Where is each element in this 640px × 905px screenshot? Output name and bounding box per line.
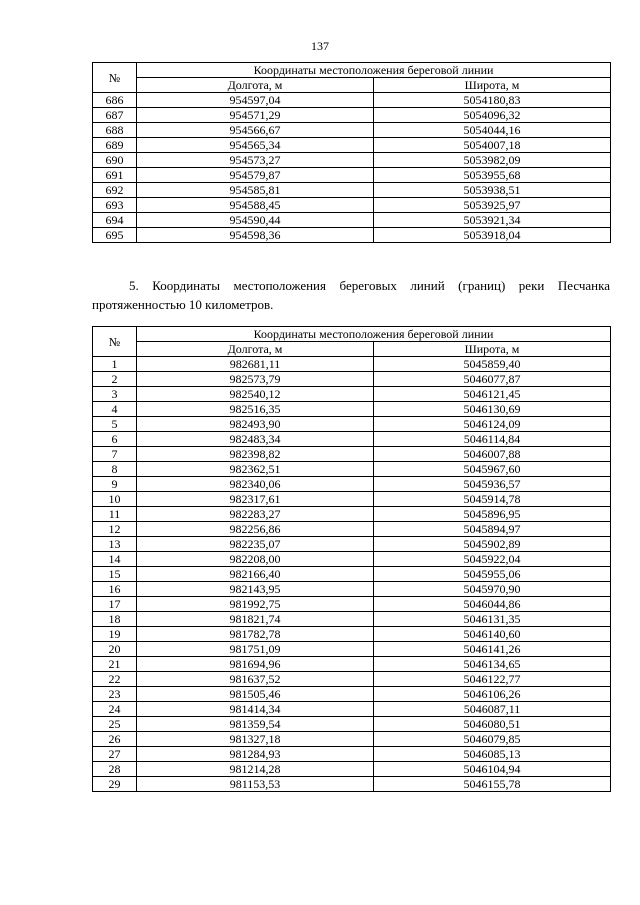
coordinates-title-header: Координаты местоположения береговой линии: [137, 327, 611, 342]
longitude-column-header: Долгота, м: [137, 342, 374, 357]
longitude-cell: 982516,35: [137, 402, 374, 417]
number-column-header: №: [93, 63, 137, 93]
row-number-cell: 6: [93, 432, 137, 447]
table-row: [93, 447, 611, 462]
longitude-cell: 982143,95: [137, 582, 374, 597]
latitude-cell: 5045859,40: [374, 357, 611, 372]
longitude-cell: 982340,06: [137, 477, 374, 492]
row-number-cell: 12: [93, 522, 137, 537]
latitude-cell: 5045902,89: [374, 537, 611, 552]
row-number-cell: 689: [93, 138, 137, 153]
table-row: [93, 777, 611, 792]
longitude-cell: 954565,34: [137, 138, 374, 153]
longitude-cell: 981414,34: [137, 702, 374, 717]
latitude-cell: 5045967,60: [374, 462, 611, 477]
row-number-cell: 20: [93, 642, 137, 657]
coordinates-table-1: [92, 62, 611, 243]
section-heading: 5. Координаты местоположения береговых линий (границ) реки Песчанка протяженностью 10 километров.: [92, 278, 610, 312]
table-row: [93, 462, 611, 477]
row-number-cell: 13: [93, 537, 137, 552]
table-row: [93, 627, 611, 642]
table-row: [93, 417, 611, 432]
latitude-column-header: Широта, м: [374, 342, 611, 357]
longitude-column-header: Долгота, м: [137, 78, 374, 93]
longitude-cell: 982166,40: [137, 567, 374, 582]
table-row: [93, 552, 611, 567]
longitude-cell: 981694,96: [137, 657, 374, 672]
table-row: [93, 567, 611, 582]
table-row: [93, 357, 611, 372]
table-row: [93, 492, 611, 507]
longitude-cell: 954571,29: [137, 108, 374, 123]
latitude-cell: 5054007,18: [374, 138, 611, 153]
row-number-cell: 29: [93, 777, 137, 792]
longitude-cell: 982681,11: [137, 357, 374, 372]
table-row: [93, 702, 611, 717]
latitude-cell: 5045896,95: [374, 507, 611, 522]
latitude-cell: 5045922,04: [374, 552, 611, 567]
longitude-cell: 981821,74: [137, 612, 374, 627]
longitude-cell: 982398,82: [137, 447, 374, 462]
row-number-cell: 16: [93, 582, 137, 597]
latitude-cell: 5054044,16: [374, 123, 611, 138]
latitude-cell: 5045894,97: [374, 522, 611, 537]
latitude-cell: 5045970,90: [374, 582, 611, 597]
row-number-cell: 11: [93, 507, 137, 522]
page-number: 137: [311, 39, 329, 53]
table-row: [93, 402, 611, 417]
latitude-cell: 5046121,45: [374, 387, 611, 402]
latitude-cell: 5046044,86: [374, 597, 611, 612]
row-number-cell: 19: [93, 627, 137, 642]
row-number-cell: 693: [93, 198, 137, 213]
longitude-cell: 981637,52: [137, 672, 374, 687]
row-number-cell: 690: [93, 153, 137, 168]
row-number-cell: 694: [93, 213, 137, 228]
table-row: [93, 537, 611, 552]
longitude-cell: 982362,51: [137, 462, 374, 477]
latitude-cell: 5046104,94: [374, 762, 611, 777]
table-row: [93, 687, 611, 702]
latitude-cell: 5046007,88: [374, 447, 611, 462]
table-row: [93, 432, 611, 447]
table-row: [93, 717, 611, 732]
latitude-cell: 5046080,51: [374, 717, 611, 732]
latitude-column-header: Широта, м: [374, 78, 611, 93]
row-number-cell: 27: [93, 747, 137, 762]
row-number-cell: 3: [93, 387, 137, 402]
latitude-cell: 5053918,04: [374, 228, 611, 243]
longitude-cell: 981782,78: [137, 627, 374, 642]
row-number-cell: 8: [93, 462, 137, 477]
longitude-cell: 954598,36: [137, 228, 374, 243]
table-row: [93, 642, 611, 657]
longitude-cell: 954585,81: [137, 183, 374, 198]
latitude-cell: 5046079,85: [374, 732, 611, 747]
row-number-cell: 695: [93, 228, 137, 243]
row-number-cell: 21: [93, 657, 137, 672]
row-number-cell: 25: [93, 717, 137, 732]
row-number-cell: 4: [93, 402, 137, 417]
longitude-cell: 982483,34: [137, 432, 374, 447]
latitude-cell: 5053955,68: [374, 168, 611, 183]
longitude-cell: 982235,07: [137, 537, 374, 552]
row-number-cell: 692: [93, 183, 137, 198]
row-number-cell: 22: [93, 672, 137, 687]
coordinates-table-2: [92, 326, 611, 792]
latitude-cell: 5046140,60: [374, 627, 611, 642]
longitude-cell: 982256,86: [137, 522, 374, 537]
longitude-cell: 954573,27: [137, 153, 374, 168]
latitude-cell: 5046085,13: [374, 747, 611, 762]
row-number-cell: 26: [93, 732, 137, 747]
table-row: [93, 657, 611, 672]
latitude-cell: 5046087,11: [374, 702, 611, 717]
longitude-cell: 981751,09: [137, 642, 374, 657]
table-row: [93, 507, 611, 522]
table-row: [93, 597, 611, 612]
table-row: [93, 93, 611, 108]
row-number-cell: 1: [93, 357, 137, 372]
coordinates-title-header: Координаты местоположения береговой линии: [137, 63, 611, 78]
longitude-cell: 954590,44: [137, 213, 374, 228]
longitude-cell: 981359,54: [137, 717, 374, 732]
latitude-cell: 5045955,06: [374, 567, 611, 582]
row-number-cell: 23: [93, 687, 137, 702]
latitude-cell: 5053982,09: [374, 153, 611, 168]
table-row: [93, 138, 611, 153]
latitude-cell: 5045914,78: [374, 492, 611, 507]
longitude-cell: 981284,93: [137, 747, 374, 762]
table-row: [93, 228, 611, 243]
table-row: [93, 612, 611, 627]
longitude-cell: 982493,90: [137, 417, 374, 432]
table-row: [93, 732, 611, 747]
row-number-cell: 5: [93, 417, 137, 432]
longitude-cell: 982283,27: [137, 507, 374, 522]
longitude-cell: 981327,18: [137, 732, 374, 747]
longitude-cell: 981992,75: [137, 597, 374, 612]
latitude-cell: 5054096,32: [374, 108, 611, 123]
latitude-cell: 5046114,84: [374, 432, 611, 447]
row-number-cell: 687: [93, 108, 137, 123]
table-row: [93, 213, 611, 228]
row-number-cell: 24: [93, 702, 137, 717]
number-column-header: №: [93, 327, 137, 357]
longitude-cell: 982317,61: [137, 492, 374, 507]
longitude-cell: 981214,28: [137, 762, 374, 777]
latitude-cell: 5046155,78: [374, 777, 611, 792]
row-number-cell: 688: [93, 123, 137, 138]
table-row: [93, 123, 611, 138]
row-number-cell: 17: [93, 597, 137, 612]
latitude-cell: 5046122,77: [374, 672, 611, 687]
table-row: [93, 387, 611, 402]
table-row: [93, 168, 611, 183]
row-number-cell: 14: [93, 552, 137, 567]
latitude-cell: 5046077,87: [374, 372, 611, 387]
table-row: [93, 582, 611, 597]
longitude-cell: 982573,79: [137, 372, 374, 387]
latitude-cell: 5046131,35: [374, 612, 611, 627]
row-number-cell: 691: [93, 168, 137, 183]
latitude-cell: 5053925,97: [374, 198, 611, 213]
longitude-cell: 954579,87: [137, 168, 374, 183]
latitude-cell: 5046134,65: [374, 657, 611, 672]
table-row: [93, 522, 611, 537]
row-number-cell: 2: [93, 372, 137, 387]
table-row: [93, 198, 611, 213]
latitude-cell: 5046106,26: [374, 687, 611, 702]
row-number-cell: 15: [93, 567, 137, 582]
row-number-cell: 686: [93, 93, 137, 108]
table-row: [93, 672, 611, 687]
latitude-cell: 5046124,09: [374, 417, 611, 432]
latitude-cell: 5053921,34: [374, 213, 611, 228]
latitude-cell: 5046141,26: [374, 642, 611, 657]
table-row: [93, 153, 611, 168]
row-number-cell: 28: [93, 762, 137, 777]
table-row: [93, 477, 611, 492]
latitude-cell: 5045936,57: [374, 477, 611, 492]
table-row: [93, 747, 611, 762]
longitude-cell: 982208,00: [137, 552, 374, 567]
longitude-cell: 981505,46: [137, 687, 374, 702]
row-number-cell: 9: [93, 477, 137, 492]
row-number-cell: 10: [93, 492, 137, 507]
latitude-cell: 5046130,69: [374, 402, 611, 417]
latitude-cell: 5054180,83: [374, 93, 611, 108]
table-row: [93, 372, 611, 387]
table-row: [93, 762, 611, 777]
longitude-cell: 981153,53: [137, 777, 374, 792]
latitude-cell: 5053938,51: [374, 183, 611, 198]
longitude-cell: 954597,04: [137, 93, 374, 108]
row-number-cell: 7: [93, 447, 137, 462]
row-number-cell: 18: [93, 612, 137, 627]
table-row: [93, 108, 611, 123]
longitude-cell: 982540,12: [137, 387, 374, 402]
longitude-cell: 954588,45: [137, 198, 374, 213]
table-row: [93, 183, 611, 198]
longitude-cell: 954566,67: [137, 123, 374, 138]
